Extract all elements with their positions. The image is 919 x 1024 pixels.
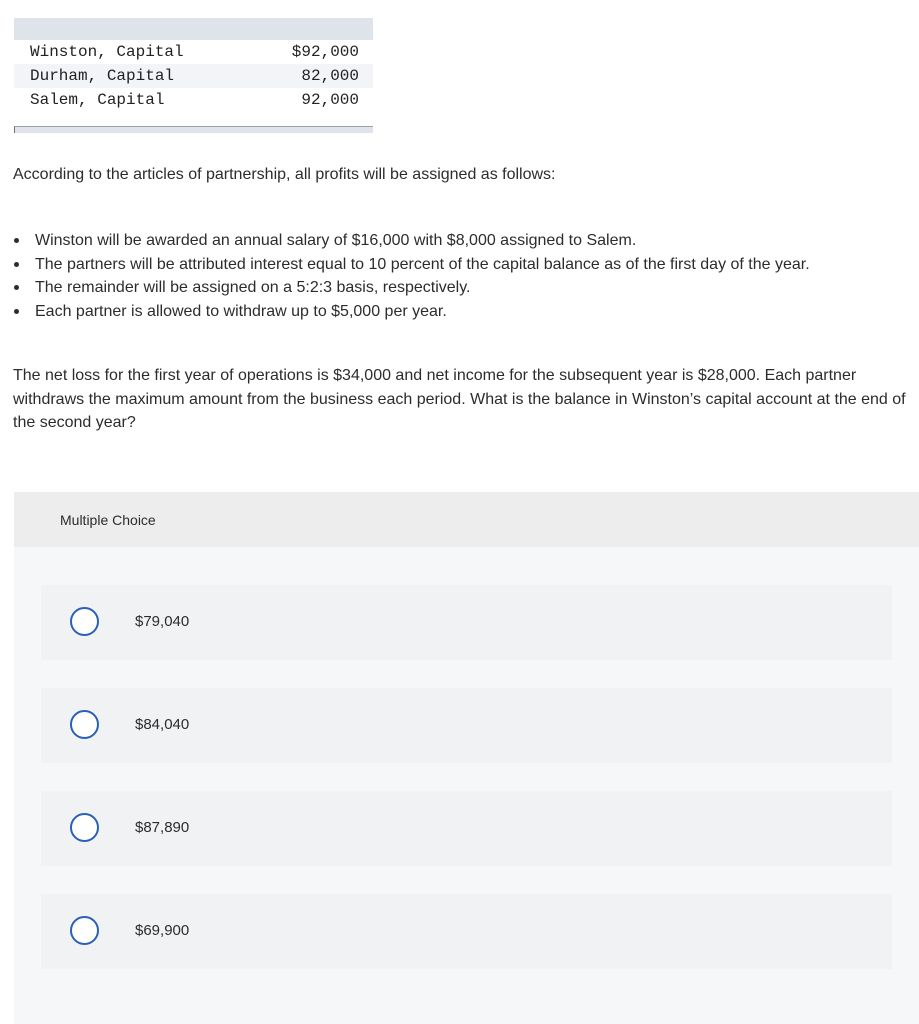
radio-button-icon[interactable] xyxy=(70,607,99,636)
table-row xyxy=(14,40,373,64)
choice-option-2[interactable] xyxy=(41,688,892,763)
rule-text: Winston will be awarded an annual salary of $16,000 with $8,000 assigned to Salem. xyxy=(35,232,637,249)
choice-label: $69,900 xyxy=(135,922,190,939)
intro-text: According to the articles of partnership, all profits will be assigned as follows: xyxy=(13,166,556,183)
table-header-bar xyxy=(14,18,373,40)
row-label: Winston, Capital xyxy=(30,43,184,61)
row-amount: 82,000 xyxy=(301,67,359,85)
radio-button-icon[interactable] xyxy=(70,710,99,739)
choice-label: $79,040 xyxy=(135,613,190,630)
rule-text: The partners will be attributed interest equal to 10 percent of the capital balance as of the first day of the year. xyxy=(35,255,810,273)
choice-label: $84,040 xyxy=(135,716,190,733)
multiple-choice-panel xyxy=(14,492,919,1024)
radio-button-icon[interactable] xyxy=(70,813,99,842)
row-label: Salem, Capital xyxy=(30,91,165,109)
question-text: The net loss for the first year of operations is $34,000 and net income for the subsequent year is $28,000. Each partner withdraws the maximum amount from the business each period. What is the balance in Winston’s capital account at the end of the second year? xyxy=(13,367,906,431)
row-label: Durham, Capital xyxy=(30,67,175,85)
list-item xyxy=(14,253,914,277)
bullet-icon xyxy=(14,262,19,267)
table-row xyxy=(14,64,373,88)
choice-option-3[interactable] xyxy=(41,791,892,866)
row-amount: $92,000 xyxy=(291,43,359,61)
choice-option-4[interactable] xyxy=(41,894,892,969)
multiple-choice-header xyxy=(14,492,919,547)
rule-text: Each partner is allowed to withdraw up to $5,000 per year. xyxy=(35,302,447,320)
radio-button-icon[interactable] xyxy=(70,916,99,945)
profit-rules-list xyxy=(14,229,914,323)
list-item xyxy=(14,300,914,324)
capital-balances-table xyxy=(14,18,373,133)
choice-label: $87,890 xyxy=(135,819,190,836)
bullet-icon xyxy=(14,309,19,314)
multiple-choice-title: Multiple Choice xyxy=(60,512,156,528)
choice-option-1[interactable] xyxy=(41,585,892,660)
list-item xyxy=(14,229,914,253)
rule-text: The remainder will be assigned on a 5:2:3 basis, respectively. xyxy=(35,279,471,296)
bullet-icon xyxy=(14,238,19,243)
table-row xyxy=(14,88,373,112)
row-amount: 92,000 xyxy=(301,91,359,109)
bullet-icon xyxy=(14,285,19,290)
table-footer-bar xyxy=(14,126,373,133)
list-item xyxy=(14,276,914,300)
